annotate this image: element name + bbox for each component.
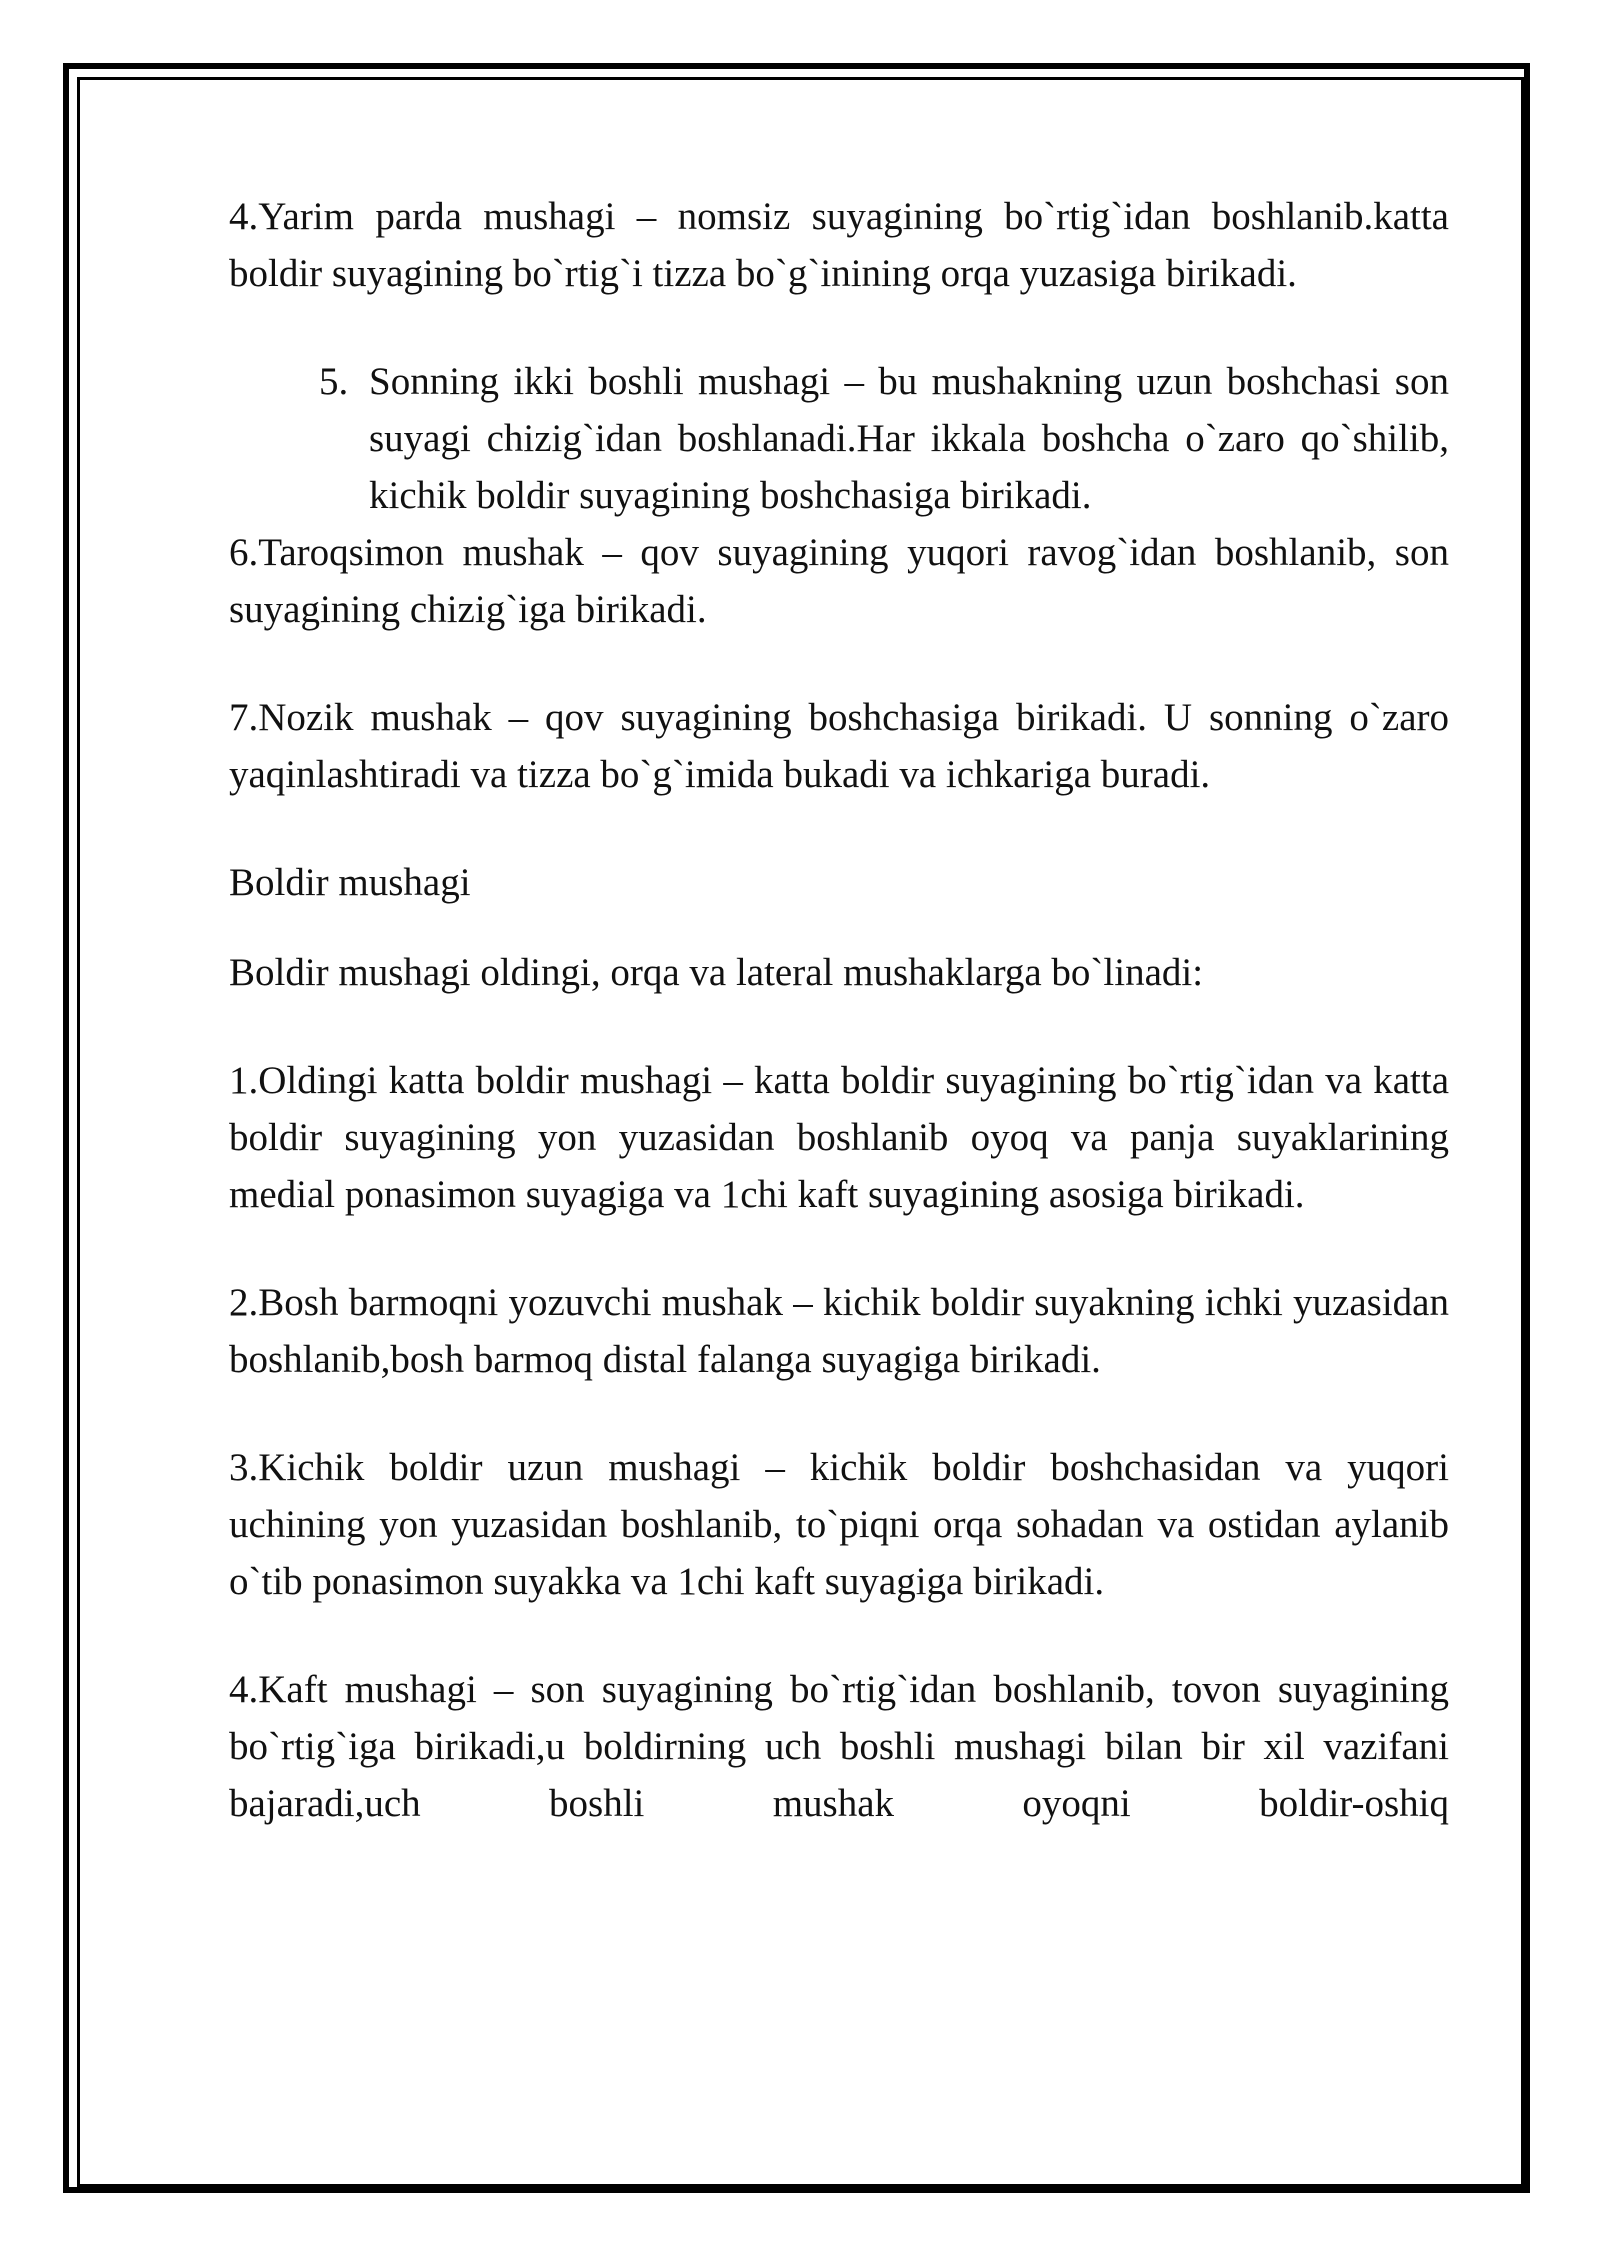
paragraph-intro: Boldir mushagi oldingi, orqa va lateral mushaklarga bo`linadi: (229, 951, 1204, 994)
section-heading: Boldir mushagi (229, 861, 471, 904)
paragraph-kichik-boldir: 3.Kichik boldir uzun mushagi – kichik boldir boshchasidan va yuqori uchining yon yuzasidan boshlanib, to`piqni orqa sohadan va ostidan aylanib o`tib ponasimon suyakka va 1chi kaft suyagiga birikadi. (229, 1446, 1449, 1603)
document-body (229, 188, 1449, 1832)
paragraph-nozik: 7.Nozik mushak – qov suyagining boshchasiga birikadi. U sonning o`zaro yaqinlashtiradi va tizza bo`g`imida bukadi va ichkariga buradi. (229, 696, 1449, 796)
list-number: 5. (319, 360, 349, 403)
paragraph-yarim-parda: 4.Yarim parda mushagi – nomsiz suyagining bo`rtig`idan boshlanib.katta boldir suyagining bo`rtig`i tizza bo`g`inining orqa yuzasiga birikadi. (229, 195, 1449, 295)
paragraph-oldingi: 1.Oldingi katta boldir mushagi – katta boldir suyagining bo`rtig`idan va katta boldir suyagining yon yuzasidan boshlanib oyoq va panja suyaklarining medial ponasimon suyagiga va 1chi kaft suyagining asosiga birikadi. (229, 1059, 1449, 1216)
paragraph-bosh-barmoq: 2.Bosh barmoqni yozuvchi mushak – kichik boldir suyakning ichki yuzasidan boshlanib,bosh barmoq distal falanga suyagiga birikadi. (229, 1281, 1449, 1381)
numbered-item-5 (229, 353, 1449, 524)
list-item-text: Sonning ikki boshli mushagi – bu mushakning uzun boshchasi son suyagi chizig`idan boshlanadi.Har ikkala boshcha o`zaro qo`shilib, kichik boldir suyagining boshchasiga birikadi. (369, 360, 1449, 517)
paragraph-taroqsimon: 6.Taroqsimon mushak – qov suyagining yuqori ravog`idan boshlanib, son suyagining chizig`iga birikadi. (229, 531, 1449, 631)
paragraph-kaft: 4.Kaft mushagi – son suyagining bo`rtig`idan boshlanib, tovon suyagining bo`rtig`iga birikadi,u boldirning uch boshli mushagi bilan bir xil vazifani bajaradi,uch boshli mushak oyoqni boldir-oshiq (229, 1668, 1449, 1825)
